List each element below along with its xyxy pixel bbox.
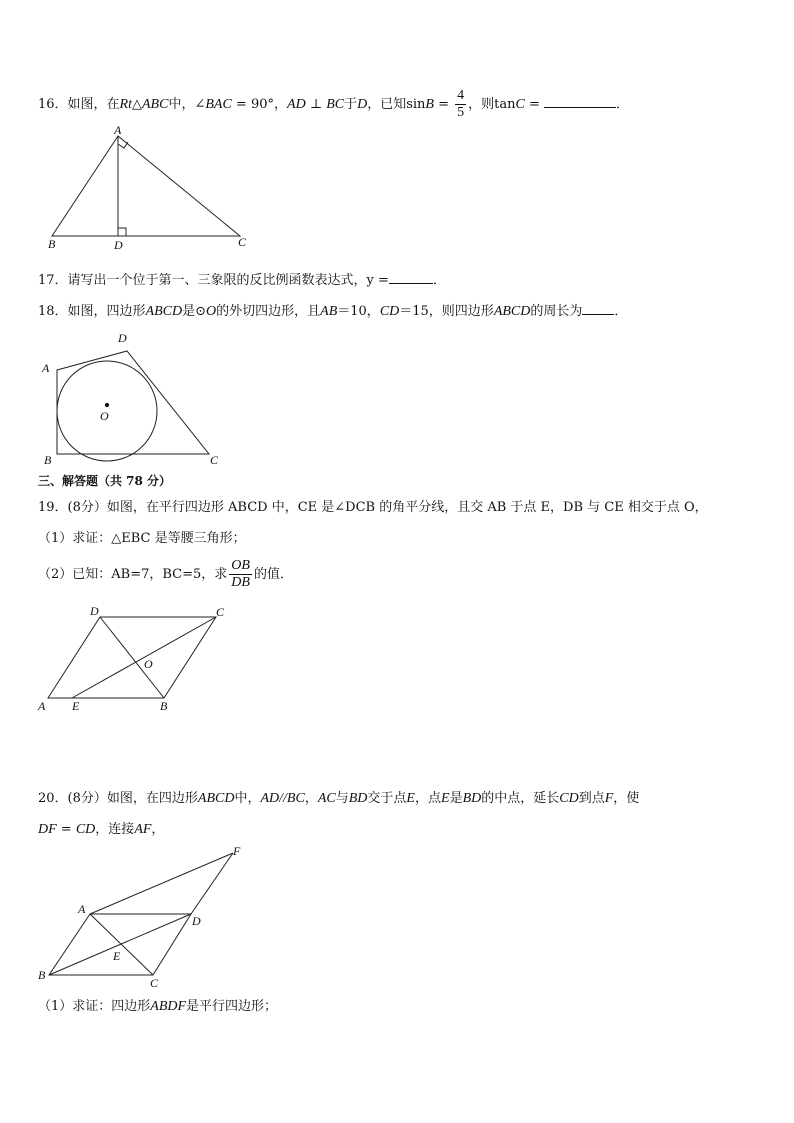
- q20-f: F: [604, 791, 614, 806]
- q19-part2: [38, 558, 293, 591]
- q19-part2-text-1: （2）已知：AB=7，BC=5，求: [38, 567, 228, 582]
- q20-text-9: 到点: [578, 791, 605, 806]
- q18-figure: [38, 328, 228, 468]
- q20-part1-text-1: （1）求证：四边形: [38, 999, 151, 1014]
- q20-label-c: C: [150, 976, 159, 990]
- q18-answer-blank[interactable]: [582, 302, 614, 315]
- q20-text-1: 20．(8分）如图，在四边形: [38, 791, 198, 806]
- q18-text-1: 18．如图，四边形: [38, 304, 146, 319]
- q16-text-5: ，已知sin: [367, 97, 426, 112]
- q20-text-2: 中，: [234, 791, 261, 806]
- q18-text: [38, 302, 627, 321]
- q19-label-o: O: [144, 657, 153, 671]
- q16-bc: BC: [326, 97, 345, 112]
- q20-diagonal-bd: [49, 914, 191, 975]
- q20-text-5: 交于点: [367, 791, 407, 806]
- q19-stem: 19．(8分）如图，在平行四边形 ABCD 中，CE 是∠DCB 的角平分线，且交 AB 于点 E，DB 与 CE 相交于点 O，: [38, 500, 708, 515]
- q20-diagonal-ac: [90, 914, 153, 975]
- q20-af: AF: [134, 822, 152, 837]
- q17-end: ．: [432, 273, 446, 288]
- q18-text-5: ＝15，则四边形: [399, 304, 494, 319]
- q16-text-3: = 90°，: [231, 97, 288, 112]
- q20-label-d: D: [192, 914, 201, 928]
- q18-center-dot: [105, 403, 108, 406]
- q18-label-o: O: [100, 409, 109, 423]
- q16-text-1: 16．如图，在: [38, 97, 120, 112]
- q19-label-e: E: [72, 699, 80, 713]
- q19-figure: [36, 602, 236, 717]
- q16-ad: AD: [287, 97, 306, 112]
- q16-bac: BAC: [205, 97, 232, 112]
- q16-text-4: 于: [344, 97, 358, 112]
- q16-triangle: [52, 136, 240, 236]
- q19-fraction: [229, 558, 252, 591]
- q20-ac: AC: [317, 791, 336, 806]
- q18-text-4: ＝10，: [337, 304, 380, 319]
- q16-eq: =: [433, 97, 454, 112]
- q16-label-b: B: [48, 237, 56, 251]
- q16-label-a: A: [114, 123, 122, 137]
- q16-fraction-numerator: 4: [457, 88, 465, 103]
- q20-part1: [38, 998, 277, 1016]
- q18-label-c: C: [210, 453, 219, 467]
- q16-perp: ⊥: [305, 97, 327, 112]
- q20-abcd: ABCD: [197, 791, 235, 806]
- q16-b: B: [425, 97, 434, 112]
- q18-abcd: ABCD: [145, 304, 183, 319]
- q20-text-11: ，连接: [95, 822, 135, 837]
- q18-cd: CD: [379, 304, 400, 319]
- q20-text-6: ，点: [414, 791, 441, 806]
- q20-ad-parallel-bc: AD//BC: [260, 791, 305, 806]
- q19-diagonal-db: [100, 617, 164, 698]
- q20-text-7: 是: [449, 791, 463, 806]
- q20-label-a: A: [78, 902, 86, 916]
- q18-abcd-2: ABCD: [493, 304, 531, 319]
- q20-label-e: E: [113, 949, 121, 963]
- q18-label-b: B: [44, 453, 52, 467]
- q16-answer-blank[interactable]: [544, 95, 616, 108]
- q20-cd: CD: [559, 791, 579, 806]
- q16-fraction-denominator: 5: [457, 105, 465, 120]
- q20-part1-text-2: 是平行四边形；: [186, 999, 278, 1014]
- q18-label-d: D: [118, 331, 127, 345]
- q20-text-10: ，使: [613, 791, 640, 806]
- q18-text-2: 是⊙: [182, 304, 207, 319]
- q20-stem: [38, 790, 639, 808]
- q18-text-3: 的外切四边形，且: [216, 304, 321, 319]
- q19-label-b: B: [160, 699, 168, 713]
- q16-triangle-symbol: △: [132, 97, 142, 112]
- q16-abc: ABC: [142, 97, 169, 112]
- q16-label-d: D: [114, 238, 123, 252]
- q19-label-a: A: [38, 699, 46, 713]
- q16-text: [38, 88, 629, 121]
- q18-quadrilateral: [57, 351, 209, 454]
- q20-bd-2: BD: [462, 791, 482, 806]
- section-3-heading: 三、解答题（共 78 分）: [38, 474, 172, 488]
- q20-text-8: 的中点，延长: [481, 791, 560, 806]
- q19-label-c: C: [216, 605, 225, 619]
- q20-label-b: B: [38, 968, 46, 982]
- q19-fraction-numerator: OB: [231, 558, 250, 573]
- q20-e-2: E: [441, 791, 450, 806]
- q18-ab: AB: [320, 304, 338, 319]
- q16-right-angle-d: [118, 228, 126, 236]
- q17-answer-blank[interactable]: [389, 271, 433, 284]
- q19-fraction-denominator: DB: [231, 575, 250, 590]
- q17-text-1: 17．请写出一个位于第一、三象限的反比例函数表达式，y =: [38, 273, 389, 288]
- q18-text-6: 的周长为: [530, 304, 583, 319]
- q16-text-2: 中，∠: [168, 97, 206, 112]
- q20-eq: =: [56, 822, 76, 837]
- q16-d: D: [357, 97, 368, 112]
- q20-bd: BD: [348, 791, 368, 806]
- q19-label-d: D: [90, 604, 99, 618]
- q20-text-3: ，: [304, 791, 318, 806]
- q20-label-f: F: [233, 844, 241, 858]
- q18-label-a: A: [42, 361, 50, 375]
- q20-stem-line2: [38, 821, 164, 839]
- q20-text-4: 与: [335, 791, 349, 806]
- q18-o: O: [206, 304, 217, 319]
- q20-abdf: ABDF: [150, 999, 187, 1014]
- q20-text-12: ，: [151, 822, 165, 837]
- q20-cd-2: CD: [75, 822, 96, 837]
- q20-df: DF: [38, 822, 57, 837]
- q19-part1: （1）求证：△EBC 是等腰三角形；: [38, 531, 246, 546]
- q16-end: ．: [616, 97, 630, 112]
- q20-figure: [36, 843, 256, 988]
- q16-text-7: =: [524, 97, 545, 112]
- q16-text-6: ，则tan: [468, 97, 516, 112]
- q16-label-c: C: [238, 235, 247, 249]
- q16-rt: Rt: [119, 97, 132, 112]
- q19-part2-text-2: 的值．: [253, 567, 293, 582]
- q20-e: E: [406, 791, 415, 806]
- q17-text: [38, 271, 446, 290]
- q18-end: ．: [614, 304, 628, 319]
- q16-fraction: [455, 88, 466, 121]
- q16-c: C: [515, 97, 525, 112]
- q16-figure: [44, 123, 254, 254]
